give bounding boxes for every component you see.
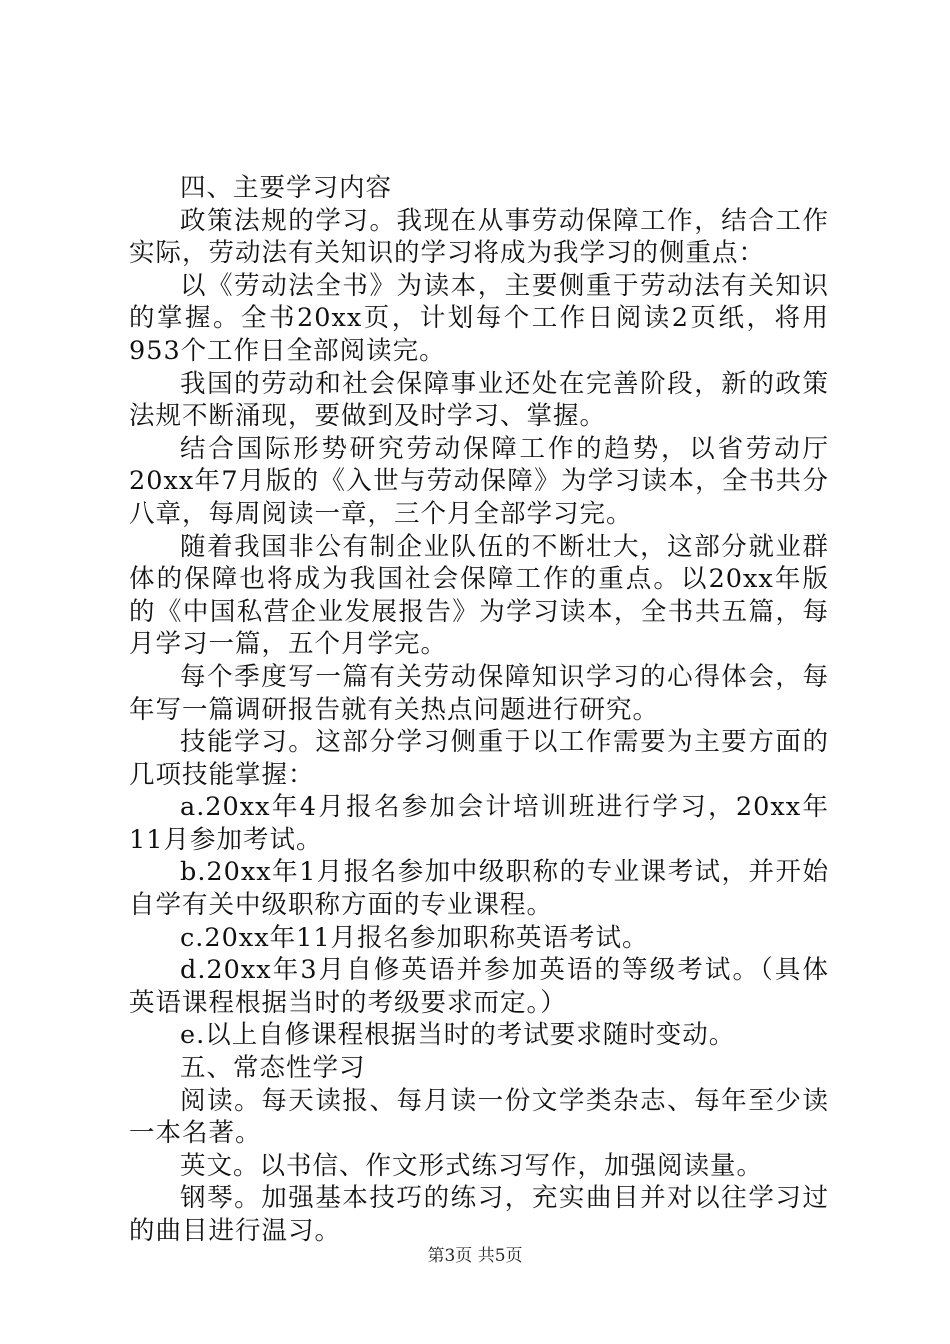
paragraph-reading: 阅读。每天读报、每月读一份文学类杂志、每年至少读一本名著。 [129,1085,829,1149]
paragraph-private-enterprise: 随着我国非公有制企业队伍的不断壮大，这部分就业群体的保障也将成为我国社会保障工作的重点。以20xx年版的《中国私营企业发展报告》为学习读本，全书共五篇，每月学习一篇，五个月学完。 [129,531,829,660]
paragraph-piano: 钢琴。加强基本技巧的练习，充实曲目并对以往学习过的曲目进行温习。 [129,1183,829,1246]
list-item-e: e.以上自修课程根据当时的考试要求随时变动。 [180,1020,736,1051]
paragraph-skill-study: 技能学习。这部分学习侧重于以工作需要为主要方面的几项技能掌握： [129,727,829,790]
section-heading-routine-study: 五、常态性学习 [180,1053,366,1084]
paragraph-quarterly-writing: 每个季度写一篇有关劳动保障知识学习的心得体会，每年写一篇调研报告就有关热点问题进行研究。 [129,661,829,725]
paragraph-social-security: 我国的劳动和社会保障事业还处在完善阶段，新的政策法规不断涌现，要做到及时学习、掌握。 [129,368,829,432]
list-item-b: b.20xx年1月报名参加中级职称的专业课考试，并开始自学有关中级职称方面的专业课程。 [129,857,829,921]
paragraph-policy-study: 政策法规的学习。我现在从事劳动保障工作，结合工作实际，劳动法有关知识的学习将成为我学习的侧重点： [129,205,829,269]
list-item-c: c.20xx年11月报名参加职称英语考试。 [180,922,649,953]
paragraph-wto-labor: 结合国际形势研究劳动保障工作的趋势，以省劳动厅20xx年7月版的《入世与劳动保障》为学习读本，全书共分八章，每周阅读一章，三个月全部学习完。 [129,433,829,529]
page-number-footer: 第3页 共5页 [427,1246,523,1266]
list-item-d: d.20xx年3月自修英语并参加英语的等级考试。（具体英语课程根据当时的考级要求而定。） [129,955,829,1018]
list-item-a: a.20xx年4月报名参加会计培训班进行学习，20xx年11月参加考试。 [129,792,829,855]
paragraph-labor-law-book: 以《劳动法全书》为读本，主要侧重于劳动法有关知识的掌握。全书20xx页，计划每个工作日阅读2页纸，将用953个工作日全部阅读完。 [129,270,829,366]
document-body [129,172,829,1248]
section-heading-main-content: 四、主要学习内容 [180,173,393,203]
paragraph-english: 英文。以书信、作文形式练习写作，加强阅读量。 [180,1150,764,1181]
